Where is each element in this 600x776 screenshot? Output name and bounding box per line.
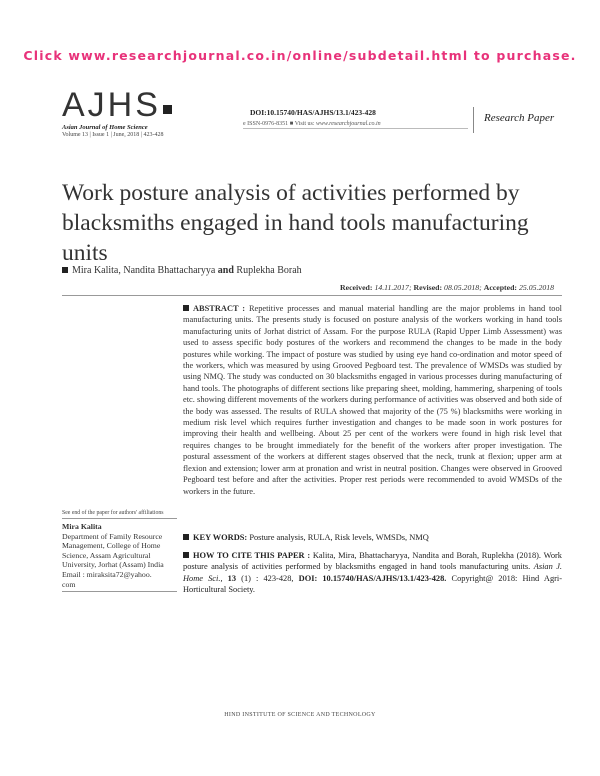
cite-label: HOW TO CITE THIS PAPER :	[193, 551, 311, 560]
cite-doi[interactable]: DOI: 10.15740/HAS/AJHS/13.1/423-428.	[298, 573, 447, 583]
cite-pages: (1) : 423-428,	[241, 573, 294, 583]
affiliation-line: Department of Family Resource	[62, 531, 163, 541]
received-label: Received:	[340, 283, 373, 292]
logo-text: AJHS	[62, 86, 161, 124]
keywords	[183, 532, 562, 543]
doi-header: DOI:10.15740/HAS/AJHS/13.1/423-428	[250, 108, 376, 117]
journal-logo	[62, 88, 172, 122]
affiliation-name: Mira Kalita	[62, 522, 102, 531]
cite-journal: Asian J. Home Sci.,	[183, 562, 563, 583]
affiliation-line: Management, College of Home	[62, 541, 161, 551]
author-names: Mira Kalita, Nandita Bhattacharyya	[72, 265, 216, 276]
cite-volume: 13	[227, 573, 237, 583]
author-line	[62, 265, 302, 276]
logo-square-icon	[163, 105, 172, 114]
abstract-label: ABSTRACT :	[193, 304, 246, 313]
issn: e ISSN-0976-8351	[243, 121, 289, 127]
separator-icon: ■	[289, 121, 294, 127]
visit-label: Visit us:	[294, 121, 315, 127]
dates-line	[340, 283, 554, 292]
keywords-label: KEY WORDS:	[193, 533, 248, 542]
dates-divider	[62, 295, 562, 296]
author-and: and	[217, 265, 234, 276]
author-last: Ruplekha Borah	[236, 265, 302, 276]
bullet-square-icon	[183, 534, 189, 540]
volume-line: Volume 13 | Issue 1 | June, 2018 | 423-428	[62, 132, 164, 138]
affiliation-email-cont: com	[62, 579, 76, 589]
citation	[183, 550, 562, 596]
affiliation-bottom-divider	[62, 591, 177, 592]
affiliation-email: Email : miraksita72@yahoo.	[62, 569, 152, 579]
abstract-text: Repetitive processes and manual material handling are the major problems in hand tool manufacturing units. The presents study is focused on posture analysis of the workers working in hand tools manufacturing units of Jorhat district of Assam. For the purpose RULA (Rapid Upper Limb Assessment) was used to assess specific body postures of the workers and recommend the changes to be made in the body postures while working. The impact of posture was studied by using eye hand co-ordination and motor speed of the workers, which was measured by using Grooved Pegboard test. The prevalence of WMSDs was studied by using NMQ. The study was conducted on 30 blacksmiths engaged in various processes during manufacturing of hand tools. The photographs of different sections like preparing sheet, molding, hammering, sharpening of tools etc. showing different movements of the workers during performance of activities was observed and both side of the body was assessed. The results of RULA showed that majority of the (75 %) blacksmiths were working in medium risk level which requires further investigation and changes to be made soon in work postures for improving their health and wellbeing. About 25 per cent of the workers were found in high risk level that requires changes to be brought immediately for the benefit of the workers after proper investigation. The postural assessment of the workers at different stages observed that the neck, trunk at flexion; upper arm at flexion and extension; lower arm at pronation and wrist in neutral position. Changes were observed in Grooved Pegboard test before and after the activities. Proper rest periods were recommended to avoid WMSDs of the workers in the future.	[183, 304, 563, 496]
bullet-square-icon	[183, 552, 189, 558]
affiliation-line: Science, Assam Agricultural	[62, 550, 151, 560]
affiliation-line: University, Jorhat (Assam) India	[62, 560, 164, 570]
bullet-square-icon	[183, 305, 189, 311]
paper-title: Work posture analysis of activities performed by blacksmiths engaged in hand tools manufacturing units	[62, 180, 529, 266]
journal-name: Asian Journal of Home Science	[62, 124, 148, 131]
header-vertical-divider	[473, 107, 474, 133]
accepted-date: 25.05.2018	[518, 283, 555, 292]
abstract	[183, 303, 562, 497]
revised-date: 08.05.2018;	[444, 283, 482, 292]
issn-line	[243, 121, 381, 127]
affiliation-block	[62, 522, 180, 589]
received-date: 14.11.2017;	[374, 283, 412, 292]
bullet-square-icon	[62, 267, 68, 273]
keywords-text: Posture analysis, RULA, Risk levels, WMSDs, NMQ	[249, 533, 429, 542]
cite-text: Kalita, Mira, Bhattacharyya, Nandita and Borah, Ruplekha (2018). Work posture analysis of activities performed by blacksmiths engaged in hand tools manufacturing units.	[183, 551, 562, 572]
cite-copyright: Copyright@ 2018: Hind Agri-Horticultural Society.	[183, 573, 563, 595]
revised-label: Revised:	[413, 283, 443, 292]
paper-type: Research Paper	[484, 112, 555, 124]
affiliation-note: See end of the paper for authors' affiliations	[62, 510, 164, 516]
header-divider	[243, 128, 468, 129]
accepted-label: Accepted:	[483, 283, 518, 292]
publisher-footer: HIND INSTITUTE OF SCIENCE AND TECHNOLOGY	[224, 712, 376, 718]
affiliation-divider	[62, 518, 177, 519]
journal-url[interactable]: www.researchjournal.co.in	[316, 121, 381, 127]
purchase-link[interactable]: Click www.researchjournal.co.in/online/subdetail.html to purchase.	[23, 48, 577, 63]
